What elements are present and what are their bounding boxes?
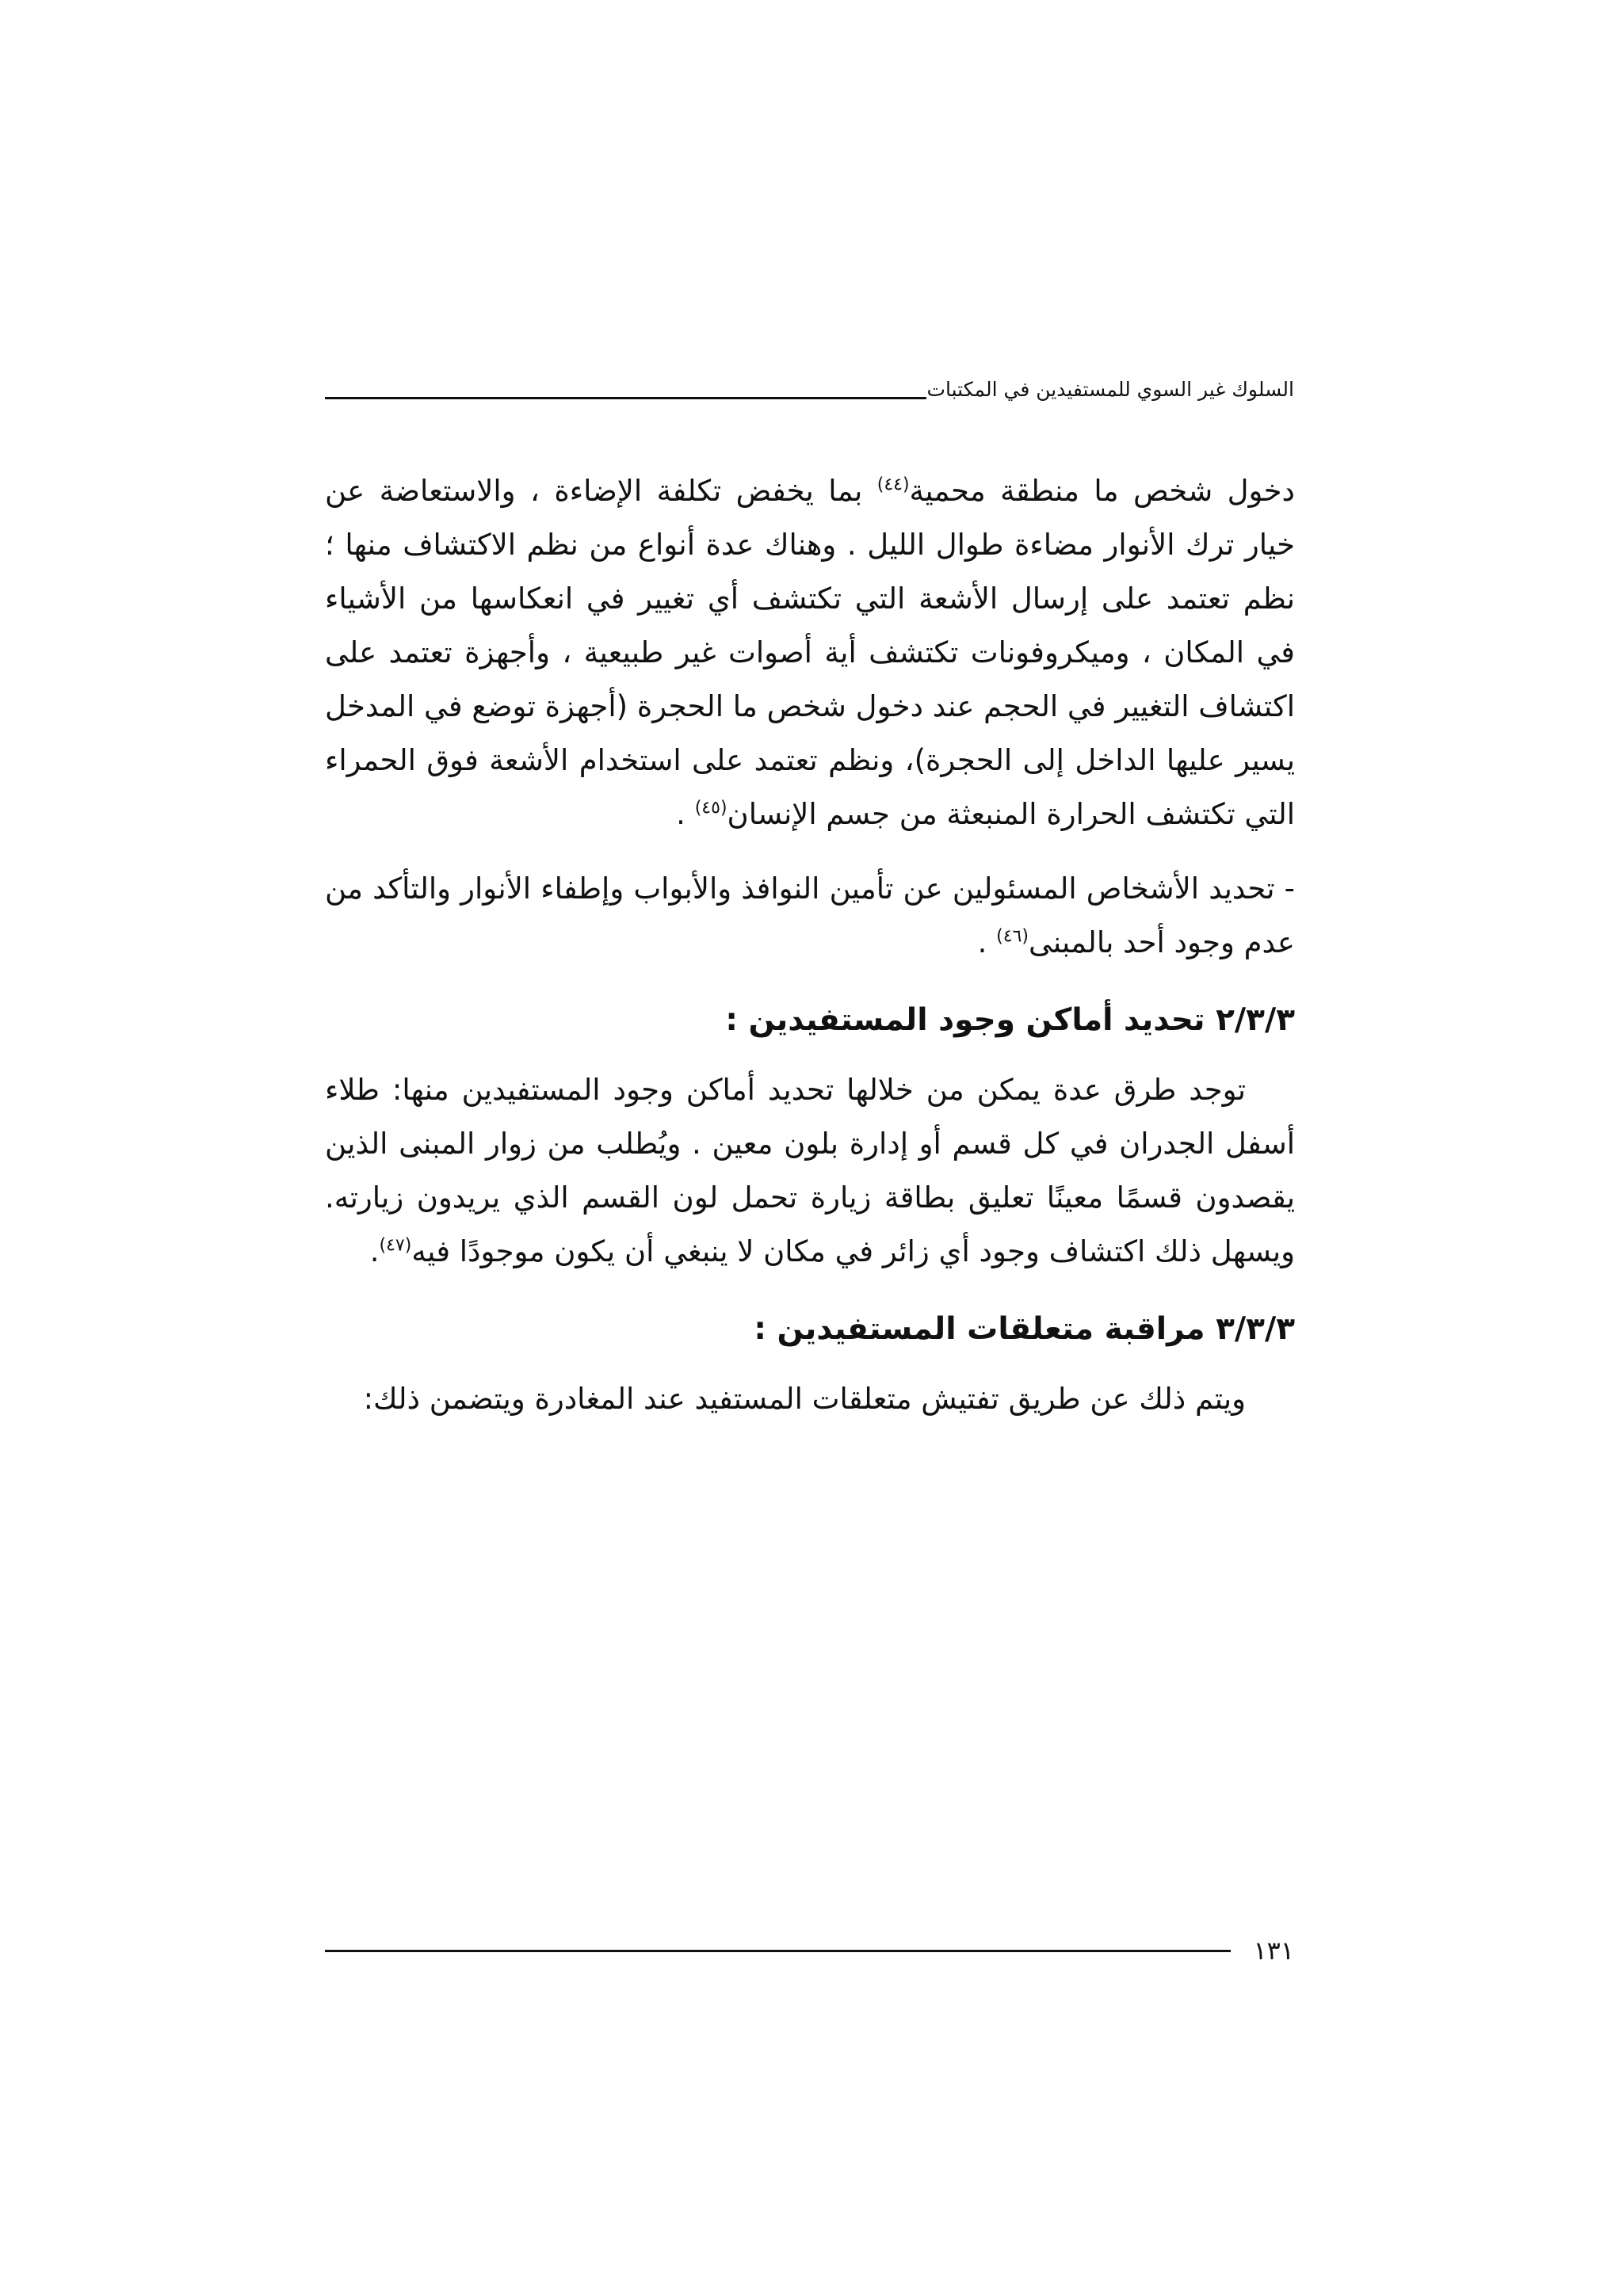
footnote-ref: (٤٤) (876, 475, 910, 495)
paragraph-text: . (369, 1234, 380, 1268)
paragraph-text: بما يخفض تكلفة الإضاءة ، والاستعاضة عن خيار ترك الأنوار مضاءة طوال الليل . وهناك عدة أنواع من نظم الاكتشاف منها ؛ نظم تعتمد على إرسال الأشعة التي تكتشف أي تغيير في انعكاسها من الأشياء في المكان ، وميكروفونات تكتشف أية أصوات غير طبيعية ، وأجهزة تعتمد على اكتشاف التغيير في الحجم عند دخول شخص ما الحجرة (أجهزة توضع في المدخل يسير عليها الداخل إلى الحجرة)، ونظم تعتمد على استخدام الأشعة فوق الحمراء التي تكتشف الحرارة المنبعثة من جسم الإنسان (325, 474, 1295, 831)
body-text (325, 464, 1295, 1426)
section-heading-monitoring-belongings: ٣/٣/٣ مراقبة متعلقات المستفيدين : (754, 1311, 1295, 1347)
paragraph-text: . (676, 797, 695, 831)
paragraph-text: توجد طرق عدة يمكن من خلالها تحديد أماكن وجود المستفيدين منها: طلاء أسفل الجدران في كل قسم أو إدارة بلون معين . ويُطلب من زوار المبنى الذين يقصدون قسمًا معينًا تعليق بطاقة زيارة تحمل لون القسم الذي يريدون زيارته. ويسهل ذلك اكتشاف وجود أي زائر في مكان لا ينبغي أن يكون موجودًا فيه (325, 1073, 1295, 1268)
paragraph-text: دخول شخص ما منطقة محمية (909, 474, 1295, 508)
paragraph-locating-users (325, 1063, 1295, 1279)
paragraph-responsible-persons (325, 862, 1295, 970)
page-footer (325, 1935, 1294, 1966)
header-rule (325, 397, 926, 399)
footnote-ref: (٤٦) (996, 926, 1029, 947)
footnote-ref: (٤٧) (379, 1235, 412, 1256)
paragraph-text: - تحديد الأشخاص المسئولين عن تأمين النوافذ والأبواب وإطفاء الأنوار والتأكد من عدم وجود أحد بالمبنى (325, 871, 1295, 959)
paragraph-text: . (977, 925, 997, 959)
page-number: ١٣١ (1253, 1936, 1294, 1966)
footer-rule (325, 1950, 1231, 1952)
section-heading-locating-users: ٢/٣/٣ تحديد أماكن وجود المستفيدين : (725, 1002, 1295, 1038)
paragraph-monitoring-belongings: ويتم ذلك عن طريق تفتيش متعلقات المستفيد عند المغادرة ويتضمن ذلك: (363, 1382, 1246, 1416)
paragraph-detection-systems (325, 464, 1295, 841)
footnote-ref: (٤٥) (694, 798, 727, 818)
running-header (325, 371, 1294, 404)
header-title: السلوك غير السوي للمستفيدين في المكتبات (926, 378, 1294, 401)
